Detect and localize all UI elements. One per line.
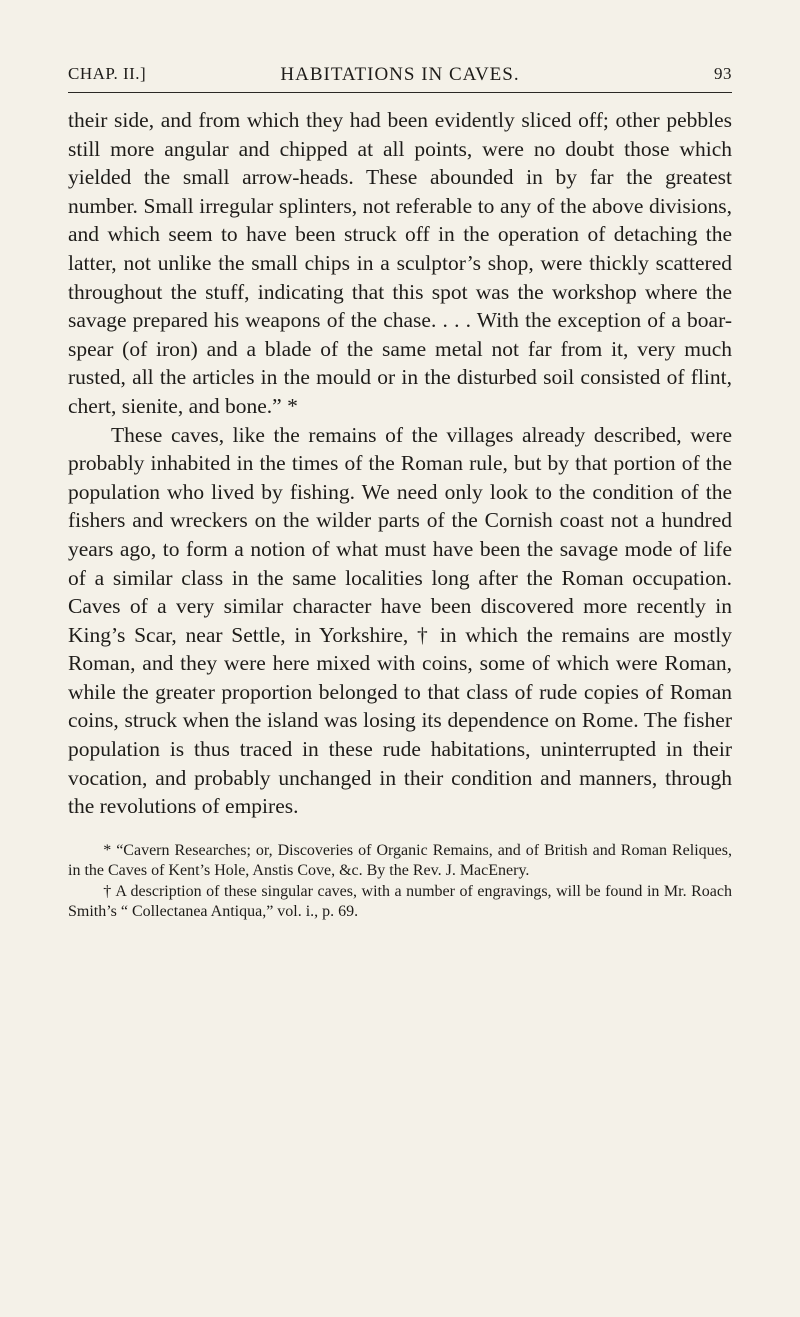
paragraph: These caves, like the remains of the villages already described, were probably inhabited in the times of the Roman rule, but by that portion of the population who lived by fishing. We need only look to the condition of the fishers and wreckers on the wilder parts of the Cornish coast not a hundred years ago, to form a notion of what must have been the savage mode of life of a similar class in the same localities long after the Roman occupation. Caves of a very similar character have been discovered more recently in King’s Scar, near Settle, in Yorkshire, † in which the remains are mostly Roman, and they were here mixed with coins, some of which were Roman, while the greater proportion belonged to that class of rude copies of Roman coins, struck when the island was losing its dependence on Rome. The fisher population is thus traced in these rude habitations, uninterrupted in their vocation, and probably unchanged in their condition and manners, through the revolutions of empires. [68,422,732,819]
book-page [68,0,732,923]
body-text [68,106,732,821]
footnote: * “Cavern Researches; or, Discoveries of Organic Remains, and of British and Roman Reliques, in the Caves of Kent’s Hole, Anstis Cove, &c. By the Rev. J. MacEnery. [68,841,732,880]
paragraph-continued: their side, and from which they had been evidently sliced off; other pebbles still more angular and chipped at all points, were no doubt those which yielded the small arrow-heads. These abounded in by far the greatest number. Small irregular splinters, not referable to any of the above divisions, and which seem to have been struck off in the operation of detaching the latter, not unlike the small chips in a sculptor’s shop, were thickly scattered throughout the stuff, indicating that this spot was the workshop where the savage prepared his weapons of the chase. . . . With the exception of a boar-spear (of iron) and a blade of the same metal not far from it, very much rusted, all the articles in the mould or in the disturbed soil consisted of flint, chert, sienite, and bone.” * [68,108,732,418]
running-title: HABITATIONS IN CAVES. [280,64,520,85]
header-rule [68,92,732,93]
footnote: † A description of these singular caves, with a number of engravings, will be found in Mr. Roach Smith’s “ Collectanea Antiqua,” vol. i., p. 69. [68,882,732,921]
chapter-label: CHAP. II.] [68,64,147,83]
running-head [68,64,732,92]
page-number: 93 [714,64,732,83]
footnotes [68,841,732,923]
